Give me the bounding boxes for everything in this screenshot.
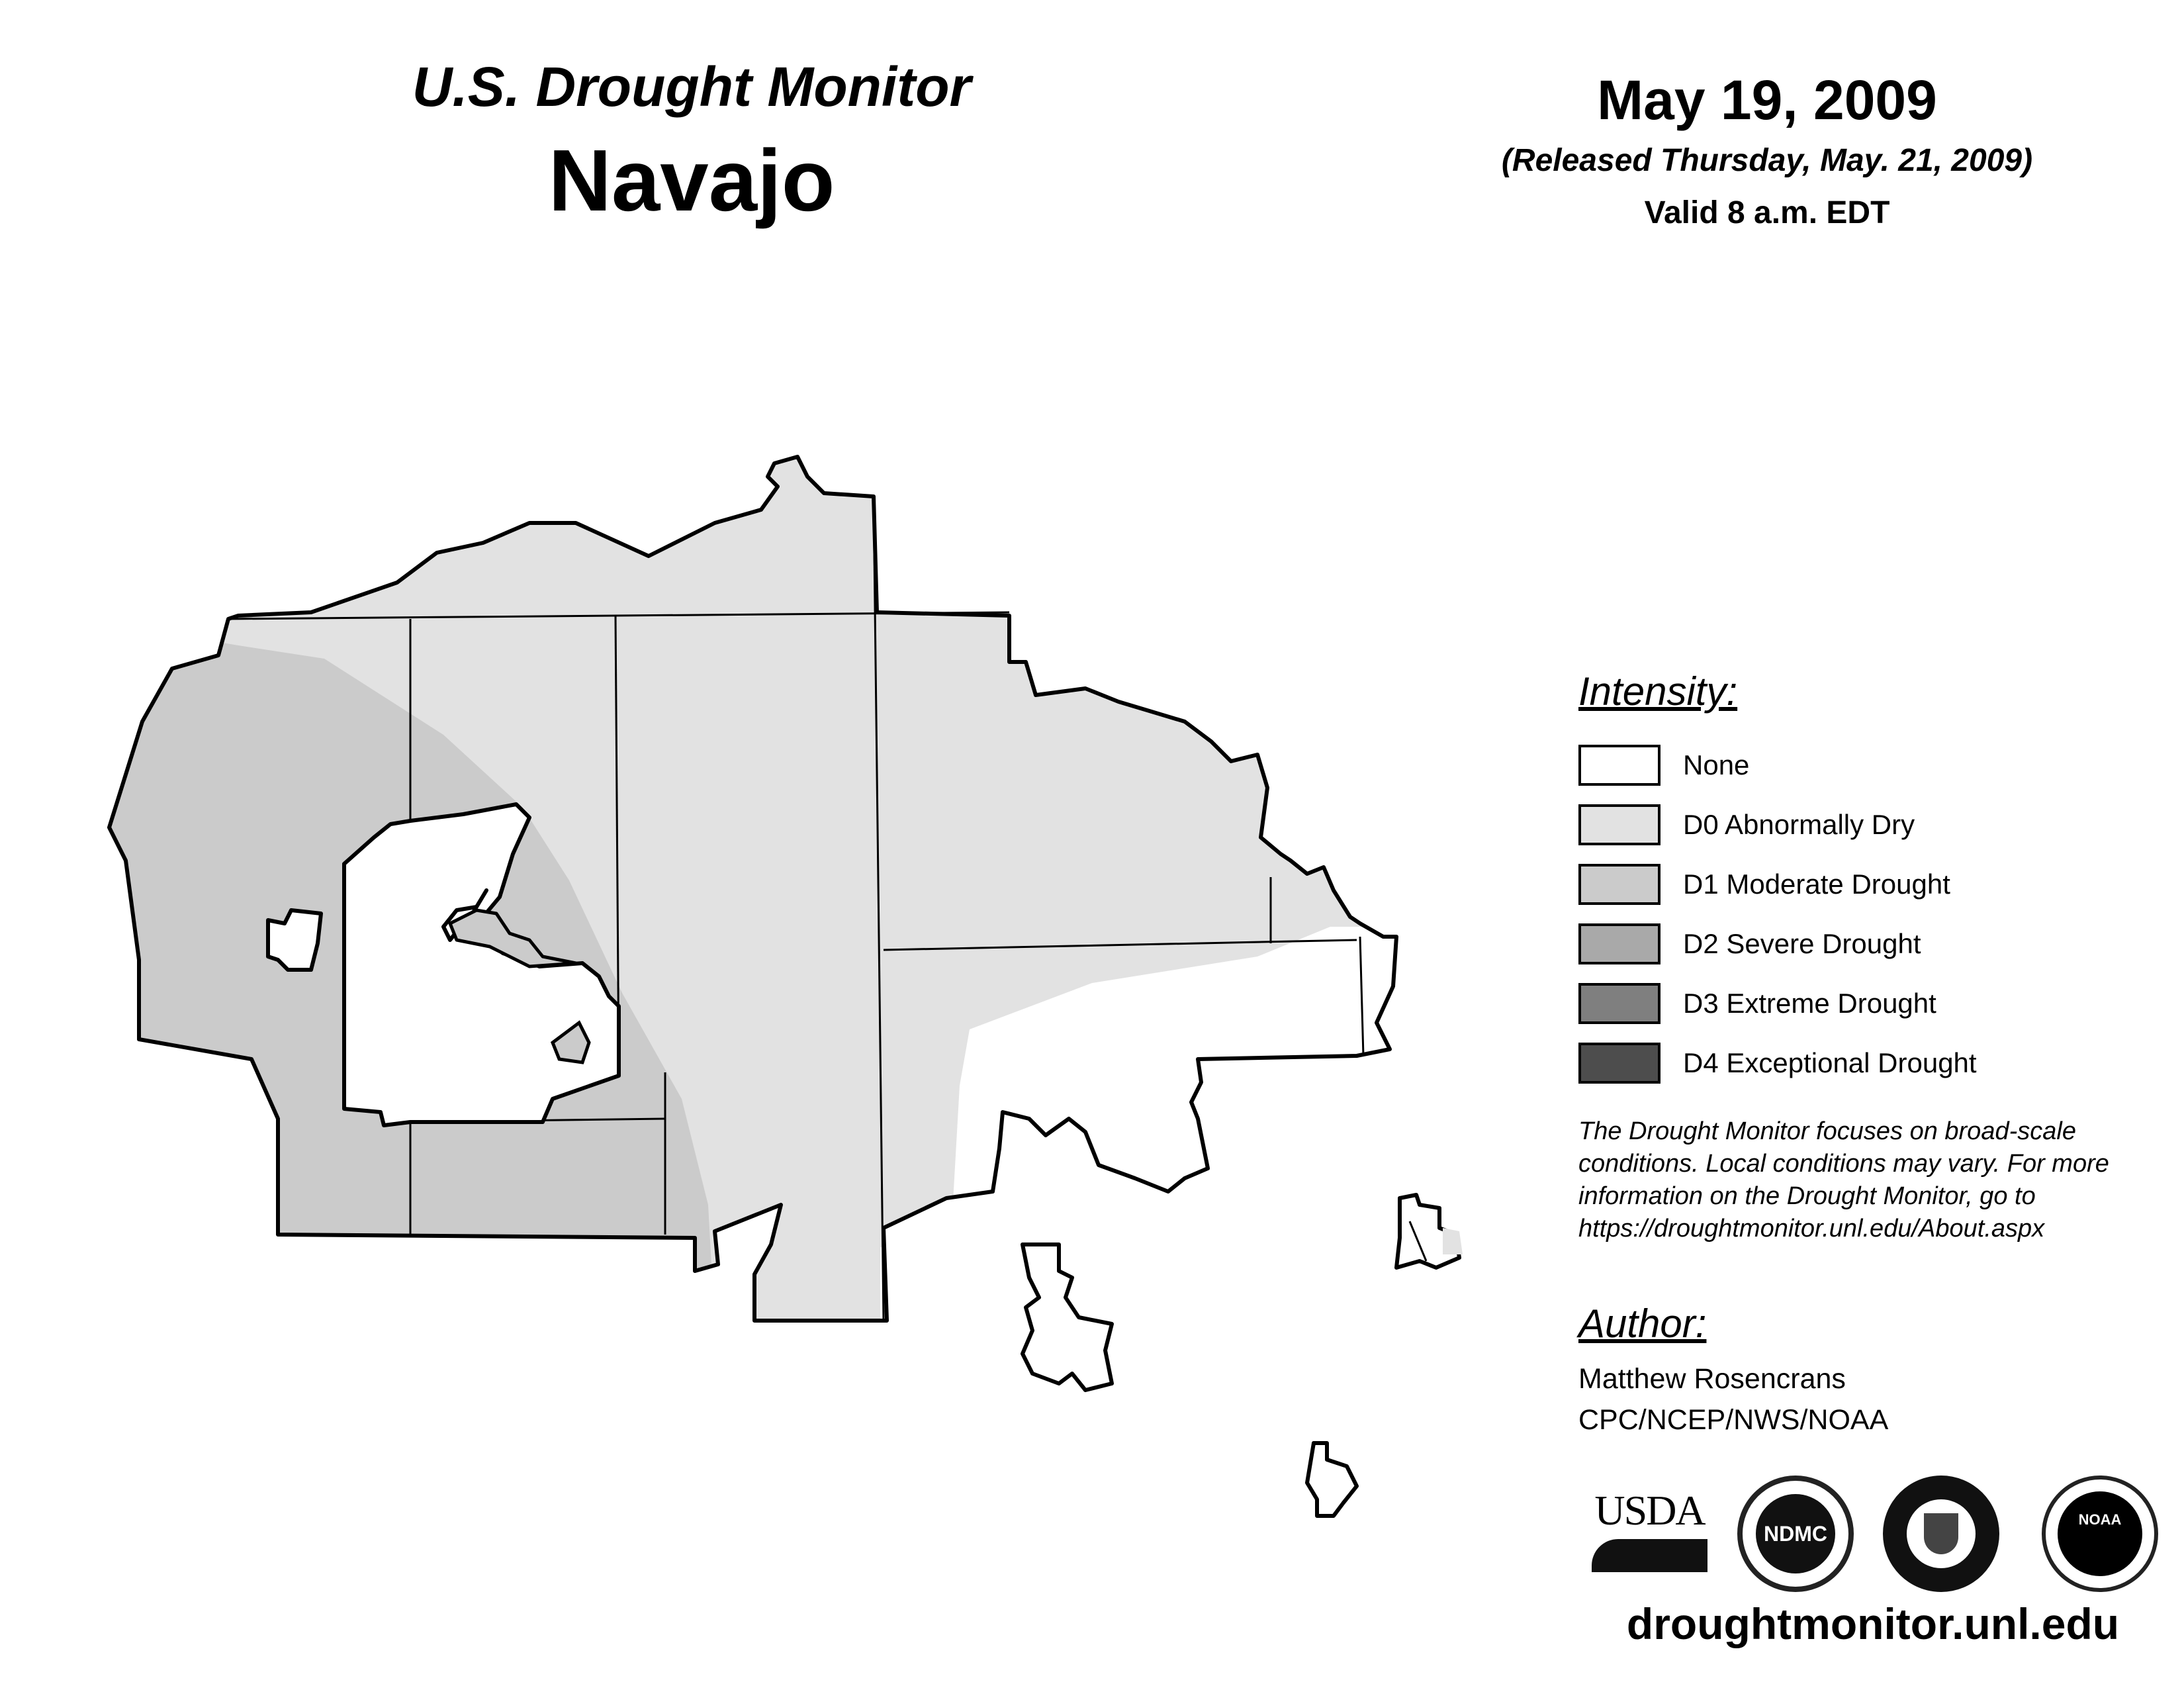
footer-url[interactable]: droughtmonitor.unl.edu	[1626, 1599, 2120, 1648]
author-heading: Author:	[1578, 1301, 1707, 1346]
legend-swatch	[1578, 804, 1661, 845]
release-date: (Released Thursday, May. 21, 2009)	[1501, 143, 2033, 179]
shield-icon	[1924, 1513, 1958, 1554]
intensity-legend	[1578, 669, 2161, 1093]
author-org: CPC/NCEP/NWS/NOAA	[1578, 1404, 1889, 1436]
map-date: May 19, 2009	[1597, 69, 1937, 131]
date-block	[1443, 70, 2091, 231]
legend-item-none	[1578, 735, 2161, 795]
legend-item-d1	[1578, 855, 2161, 914]
valid-time: Valid 8 a.m. EDT	[1644, 195, 1890, 231]
legend-swatch	[1578, 864, 1661, 905]
commerce-seal-center	[1907, 1499, 1976, 1568]
legend-label: D1 Moderate Drought	[1683, 868, 1950, 900]
legend-swatch	[1578, 923, 1661, 964]
usda-field-graphic	[1592, 1539, 1707, 1572]
note-line: The Drought Monitor focuses on broad-scale	[1578, 1117, 2076, 1145]
legend-swatch	[1578, 983, 1661, 1024]
region-name: Navajo	[548, 132, 835, 230]
map-title: U.S. Drought Monitor	[412, 56, 972, 118]
ndmc-logo-text: NDMC	[1756, 1494, 1835, 1573]
note-line: information on the Drought Monitor, go to	[1578, 1182, 2036, 1210]
legend-label: D2 Severe Drought	[1683, 928, 1921, 959]
legend-heading: Intensity:	[1578, 669, 1738, 714]
note-link[interactable]: https://droughtmonitor.unl.edu/About.aspx	[1578, 1215, 2045, 1243]
commerce-seal-logo	[1883, 1476, 1999, 1592]
usda-logo	[1592, 1486, 1707, 1579]
legend-label: D4 Exceptional Drought	[1683, 1047, 1977, 1078]
disclaimer-note	[1578, 1115, 2174, 1245]
legend-item-d3	[1578, 974, 2161, 1033]
legend-swatch	[1578, 745, 1661, 786]
noaa-logo-text: NOAA	[2058, 1491, 2142, 1576]
legend-item-d4	[1578, 1033, 2161, 1093]
author-name: Matthew Rosencrans	[1578, 1363, 1846, 1395]
legend-label: None	[1683, 749, 1750, 780]
title-block	[278, 56, 1105, 231]
legend-item-d0	[1578, 795, 2161, 855]
note-line: conditions. Local conditions may vary. For more	[1578, 1150, 2109, 1178]
legend-item-d2	[1578, 914, 2161, 974]
usda-logo-text: USDA	[1594, 1487, 1705, 1534]
ndmc-logo	[1737, 1476, 1854, 1592]
noaa-logo	[2042, 1476, 2158, 1592]
legend-label: D0 Abnormally Dry	[1683, 809, 1915, 840]
agency-logos	[1585, 1473, 2167, 1599]
legend-swatch	[1578, 1043, 1661, 1084]
author-block	[1578, 1301, 2161, 1440]
legend-label: D3 Extreme Drought	[1683, 988, 1936, 1019]
